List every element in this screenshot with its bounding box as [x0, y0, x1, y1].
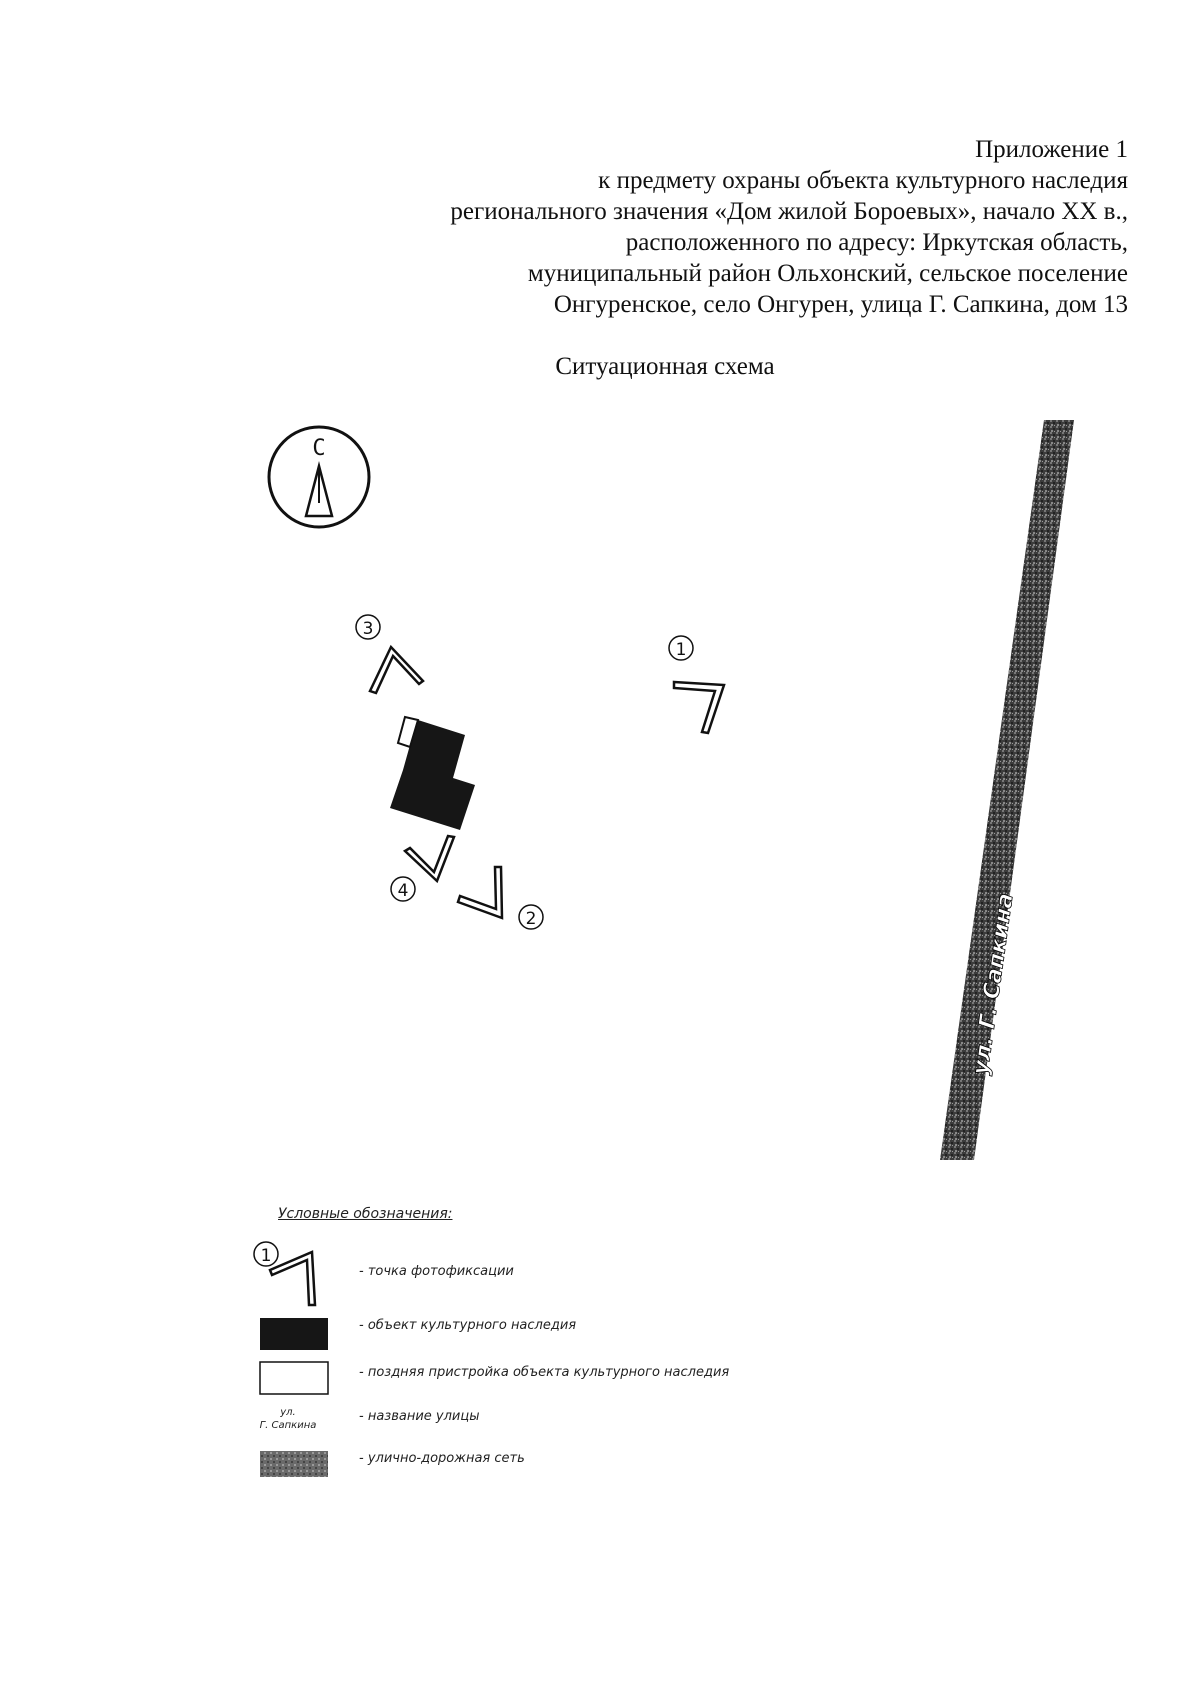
- street-label: ул. Г. Сапкина: [968, 891, 1019, 1077]
- legend-photo-point-icon: [254, 1242, 315, 1305]
- header-line-6: Онгуренское, село Онгурен, улица Г. Сапкина, дом 13: [553, 291, 1128, 318]
- legend-item-late-extension: - поздняя пристройка объекта культурного наследия: [359, 1365, 730, 1380]
- header-line-2: к предмету охраны объекта культурного наследия: [598, 167, 1128, 194]
- photo-point-4: [391, 836, 454, 901]
- photo-point-1-number: 1: [675, 640, 687, 660]
- legend-street-sample-line-2: Г. Сапкина: [259, 1420, 317, 1431]
- header-line-4: расположенного по адресу: Иркутская область,: [625, 229, 1128, 256]
- photo-point-3-number: 3: [362, 619, 374, 639]
- north-letter: С: [312, 436, 326, 461]
- north-arrow-icon: [269, 427, 369, 527]
- legend-item-street-name: - название улицы: [359, 1409, 480, 1424]
- legend-road-swatch: [260, 1451, 328, 1477]
- photo-point-1: [669, 636, 724, 733]
- legend-item-photo-point: - точка фотофиксации: [359, 1264, 514, 1279]
- photo-point-2: [458, 867, 543, 929]
- photo-point-3: [356, 615, 423, 693]
- appendix-label: Приложение 1: [975, 136, 1128, 163]
- legend-item-heritage-object: - объект культурного наследия: [359, 1318, 577, 1333]
- legend-object-swatch: [260, 1318, 328, 1350]
- legend-street-sample: [258, 1406, 318, 1432]
- photo-point-4-number: 4: [397, 881, 409, 901]
- photo-point-2-number: 2: [525, 909, 537, 929]
- scheme-title: Ситуационная схема: [555, 353, 775, 380]
- legend-extension-swatch: [260, 1362, 328, 1394]
- legend-title: Условные обозначения:: [278, 1206, 453, 1222]
- header-line-5: муниципальный район Ольхонский, сельское поселение: [527, 260, 1128, 287]
- legend-item-road-network: - улично-дорожная сеть: [359, 1451, 525, 1466]
- legend-photo-point-number: 1: [260, 1246, 272, 1266]
- street-road: [940, 420, 1074, 1160]
- header-line-3: регионального значения «Дом жилой Бороевых», начало XX в.,: [450, 198, 1128, 225]
- legend-street-sample-line-1: ул.: [280, 1407, 296, 1418]
